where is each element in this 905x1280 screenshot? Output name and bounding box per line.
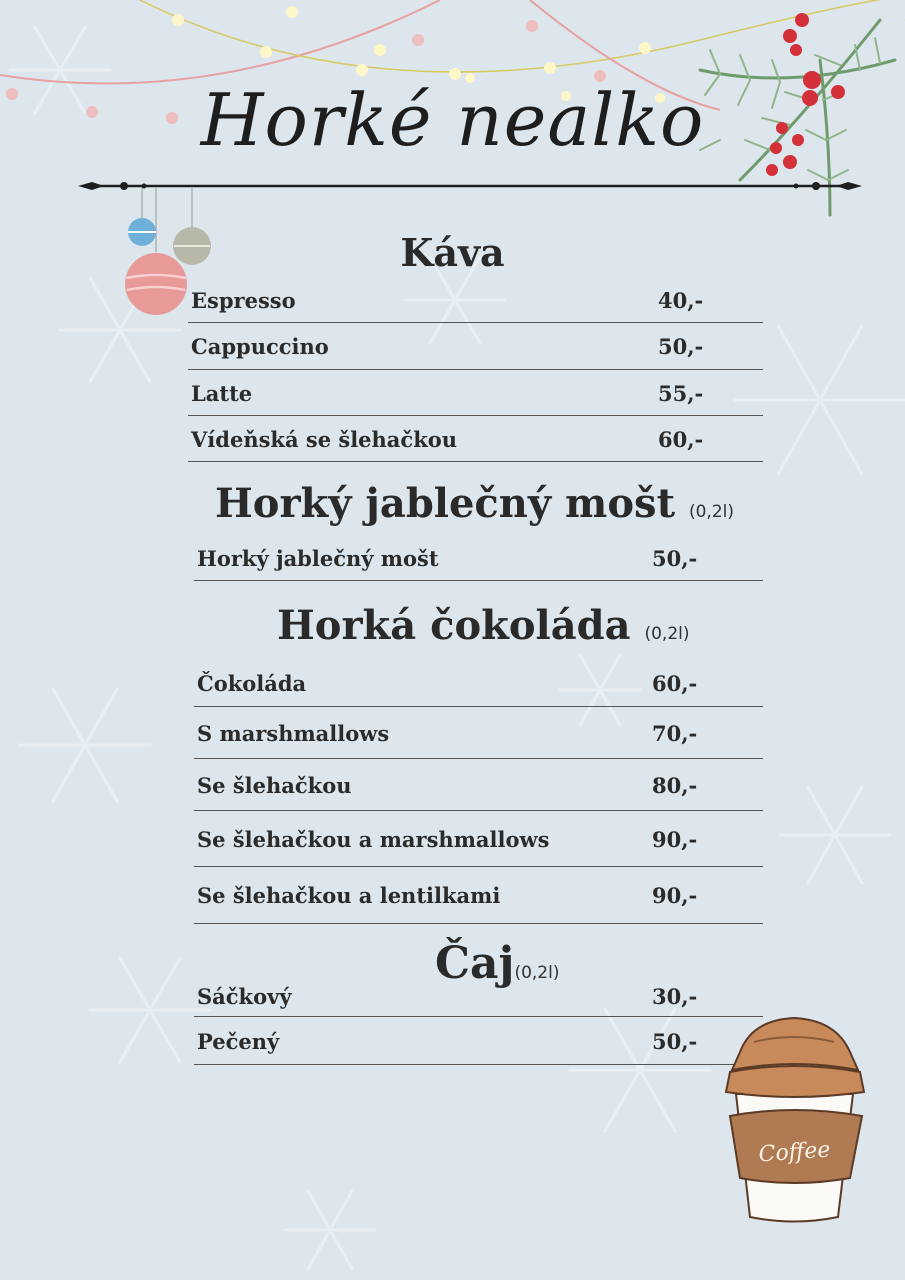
item-name: S marshmallows	[197, 720, 390, 746]
menu-item	[194, 1018, 763, 1065]
item-name: Cappuccino	[191, 334, 329, 359]
section-title-caj-text: Čaj	[435, 938, 515, 989]
section-title-most	[215, 480, 734, 527]
cup-label: Coffee	[757, 1137, 832, 1168]
menu-item	[194, 976, 763, 1017]
item-price: 30,-	[652, 983, 698, 1009]
item-name: Sáčkový	[197, 983, 292, 1009]
section-title-kava-text: Káva	[400, 230, 505, 275]
menu-item	[188, 371, 763, 416]
menu-item	[194, 812, 763, 867]
section-volume-note: (0,2l)	[688, 502, 735, 522]
item-price: 50,-	[652, 1028, 698, 1054]
menu-item	[188, 417, 763, 462]
section-volume-note: (0,2l)	[644, 624, 690, 644]
item-name: Horký jablečný mošt	[197, 545, 439, 571]
item-name: Latte	[191, 380, 253, 406]
item-name: Se šlehačkou	[197, 772, 352, 798]
item-price: 55,-	[658, 380, 704, 406]
menu-item	[194, 868, 763, 924]
item-price: 50,-	[652, 545, 698, 571]
item-name: Pečený	[197, 1028, 280, 1054]
item-price: 70,-	[652, 720, 698, 746]
section-title-most-text: Horký jablečný mošt	[215, 480, 676, 527]
item-name: Čokoláda	[197, 670, 307, 696]
item-price: 90,-	[652, 883, 698, 908]
menu-item	[188, 324, 763, 370]
item-name: Se šlehačkou a lentilkami	[197, 883, 501, 908]
item-price: 60,-	[658, 426, 704, 452]
menu-item	[188, 278, 763, 323]
menu-item	[194, 660, 763, 707]
item-price: 50,-	[658, 334, 704, 359]
section-title-cokolada	[277, 602, 690, 649]
item-name: Vídeňská se šlehačkou	[191, 426, 458, 452]
coffee-cup-illustration	[722, 1012, 867, 1227]
menu-item	[194, 536, 763, 581]
menu-item	[194, 760, 763, 811]
item-name: Se šlehačkou a marshmallows	[197, 826, 550, 852]
item-price: 90,-	[652, 826, 698, 852]
item-name: Espresso	[191, 287, 296, 313]
menu-item	[194, 708, 763, 759]
section-title-kava	[0, 230, 905, 275]
section-volume-note: (0,2l)	[514, 963, 560, 983]
item-price: 80,-	[652, 772, 698, 798]
item-price: 40,-	[658, 287, 704, 313]
page-title: Horké nealko	[200, 78, 705, 162]
section-title-cokolada-text: Horká čokoláda	[277, 602, 631, 649]
item-price: 60,-	[652, 670, 698, 696]
